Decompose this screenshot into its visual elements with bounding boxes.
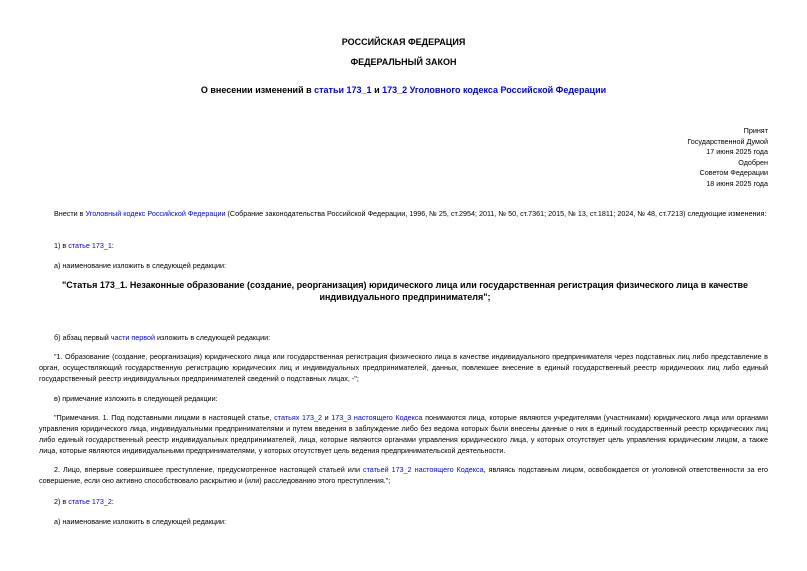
- article-173-2-link[interactable]: статье 173_2: [68, 497, 112, 506]
- note-2-rest: , являясь подставным лицом, освобождается от уголовной ответственности за его совершение, если оно активно способствовало раскрытию и (или) расследованию этого преступления.";: [39, 465, 769, 485]
- intro-rest: (Собрание законодательства Российской Федерации, 1996, № 25, ст.2954; 2011, № 50, ст.7361; 2015, № 13, ст.1811; 2024, № 48, ст.7213) следующие изменения:: [225, 209, 767, 218]
- law-type-heading: ФЕДЕРАЛЬНЫЙ ЗАКОН: [350, 57, 457, 67]
- intro-prefix: Внести в: [54, 209, 86, 218]
- article-173-1-link[interactable]: статье 173_1: [68, 241, 112, 250]
- articles-173-2-link[interactable]: статьях 173_2: [274, 413, 322, 422]
- adoption-line: 17 июня 2025 года: [706, 147, 768, 156]
- law-title-prefix: О внесении изменений в: [200, 85, 315, 95]
- article-173-2-code-link[interactable]: статьей 173_2 настоящего Кодекса: [362, 465, 484, 474]
- note-1-prefix: "Примечания. 1. Под подставными лицами в настоящей статье,: [54, 413, 275, 422]
- law-title-link-173-1[interactable]: статьи 173_1: [314, 85, 372, 95]
- note-1-and: и: [321, 413, 332, 422]
- item-1b: [39, 332, 768, 343]
- note-2: [39, 464, 768, 486]
- note-1-rest: понимаются лица, которые являются учредителями (участниками) юридического лица или органами управления юридического лица, индивидуальными предпринимателями и путем введения в заблуждение либо без ведома которых были внесены данные о них в единый государственный реестр юридических лиц либо единый государственный реестр индивидуальных предпринимателей, лица, которые являются органами управления юридического лица, у которых отсутствует цель управления юридическим лицом, а также лица, которые являются индивидуальными предпринимателями, у которых отсутствует цель ведения предпринимательской деятельности.: [39, 413, 768, 455]
- item-1b-suffix: изложить в следующей редакции:: [155, 333, 271, 342]
- part-one-link[interactable]: части первой: [110, 333, 156, 342]
- article-title-quote: "Статья 173_1. Незаконные образование (создание, реорганизация) юридического лица или государственная регистрация физического лица в качестве индивидуального предпринимателя";: [62, 280, 748, 302]
- note-2-prefix: 2. Лицо, впервые совершившее преступление, предусмотренное настоящей статьей или: [54, 465, 363, 474]
- item-1-prefix: 1) в: [54, 241, 69, 250]
- adoption-line: Одобрен: [738, 157, 768, 167]
- item-2-suffix: :: [111, 497, 114, 506]
- item-1-suffix: :: [111, 241, 114, 250]
- item-2-prefix: 2) в: [54, 497, 69, 506]
- item-1b-prefix: б) абзац первый: [54, 333, 111, 342]
- adoption-line: 18 июня 2025 года: [706, 178, 768, 188]
- adoption-line: Принят: [743, 126, 768, 135]
- item-1a: а) наименование изложить в следующей редакции:: [54, 261, 227, 270]
- article-173-3-link[interactable]: 173_3 настоящего Кодекса: [331, 413, 423, 422]
- adoption-block: [687, 126, 768, 189]
- country-heading: РОССИЙСКАЯ ФЕДЕРАЦИЯ: [341, 37, 466, 47]
- note-1: [39, 412, 768, 456]
- law-title-and: и: [371, 85, 383, 95]
- item-2: [39, 496, 768, 507]
- adoption-line: Советом Федерации: [699, 168, 768, 177]
- law-title: [0, 85, 807, 95]
- intro-paragraph: [39, 208, 768, 219]
- item-1c: в) примечание изложить в следующей редакции:: [54, 394, 218, 403]
- adoption-line: Государственной Думой: [687, 136, 768, 146]
- quote-1: "1. Образование (создание, реорганизация) юридического лица или государственная регистрация физического лица в качестве индивидуального предпринимателя через подставных лиц либо представление в орган, осуществляющий государственную регистрацию юридических лиц и индивидуальных предпринимателей, данных, повлекшее внесение в единый государственный реестр юридических лиц либо единый государственный реестр индивидуальных предпринимателей сведений о подставных лицах, -";: [39, 352, 768, 383]
- item-2a: а) наименование изложить в следующей редакции:: [54, 517, 227, 526]
- item-1: [39, 240, 768, 251]
- criminal-code-link[interactable]: Уголовный кодекс Российской Федерации: [85, 209, 226, 218]
- law-title-link-173-2[interactable]: 173_2 Уголовного кодекса Российской Федерации: [382, 85, 607, 95]
